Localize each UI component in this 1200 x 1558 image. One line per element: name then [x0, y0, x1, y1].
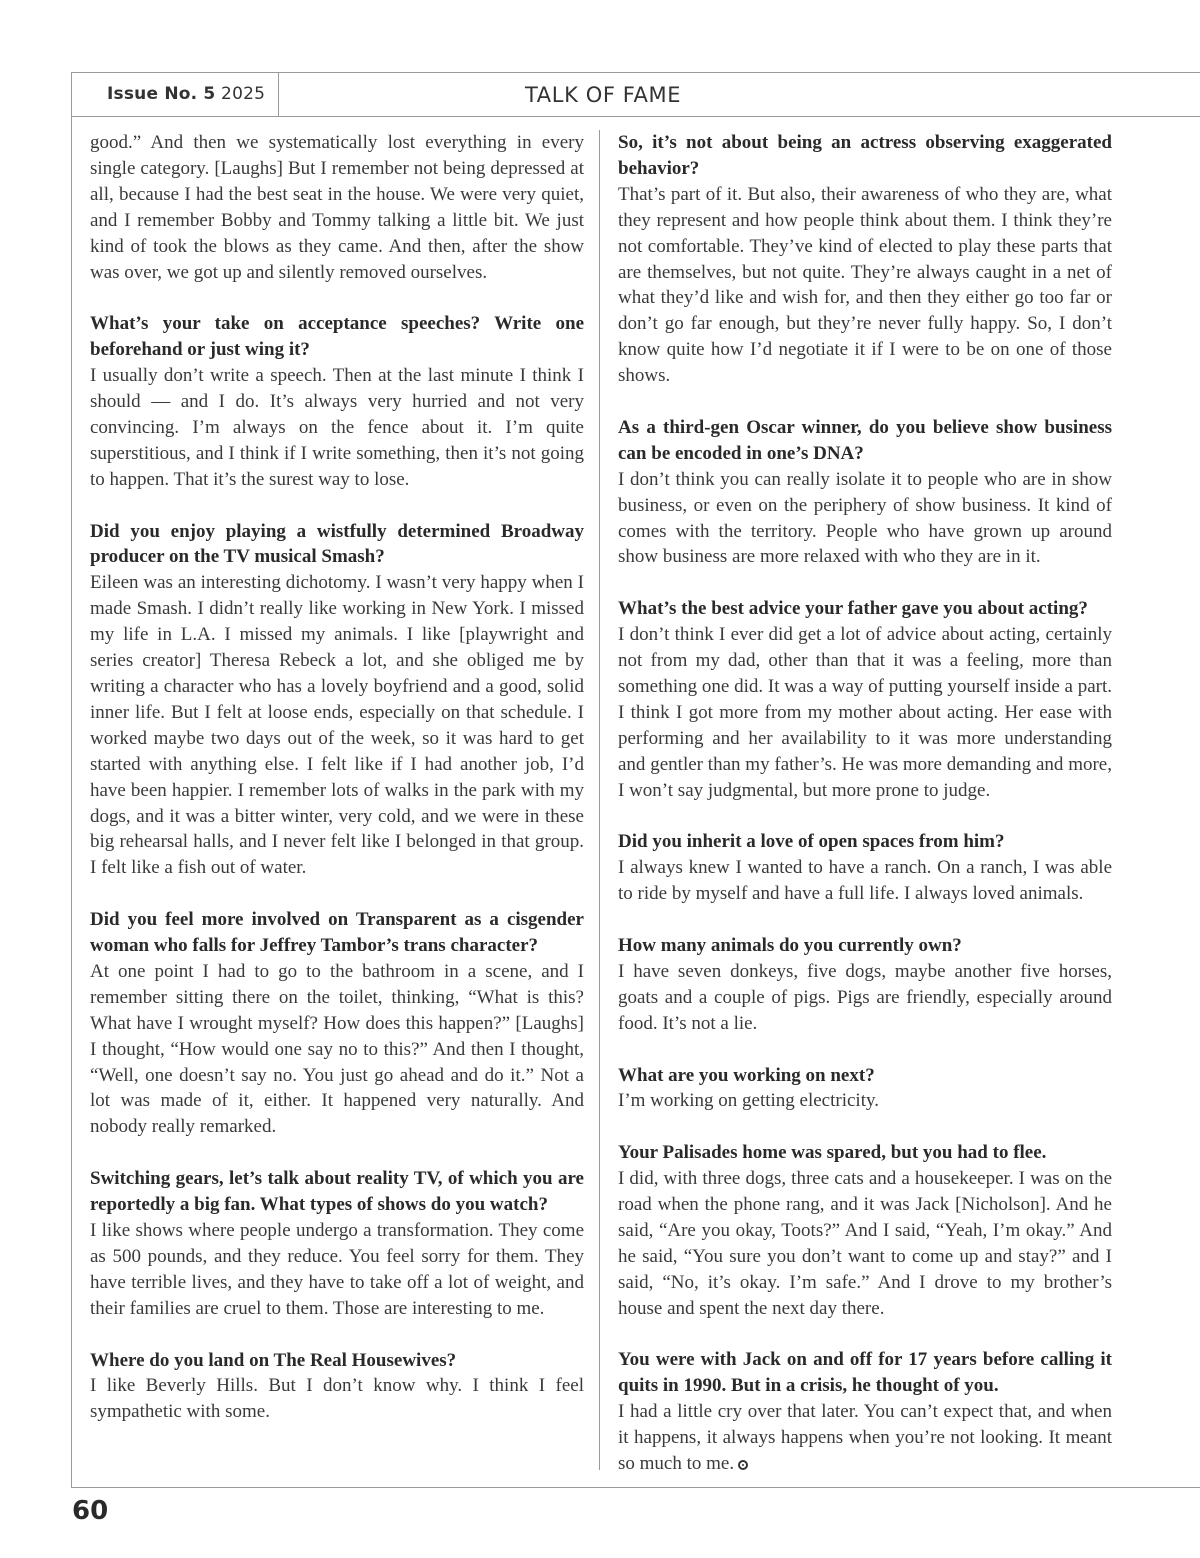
answer-paragraph: I have seven donkeys, five dogs, maybe another five horses, goats and a couple of pigs. Pigs are friendly, especially around food. It’s not a lie. [618, 960, 1112, 1034]
question-heading: As a third-gen Oscar winner, do you believe show business can be encoded in one’s DNA? [618, 416, 1112, 464]
question-heading: How many animals do you currently own? [618, 935, 962, 957]
question-heading: Did you feel more involved on Transparent as a cisgender woman who falls for Jeffrey Tambor’s trans character? [90, 909, 584, 957]
column-divider [599, 130, 600, 1470]
answer-paragraph: Eileen was an interesting dichotomy. I wasn’t very happy when I made Smash. I didn’t really like working in New York. I missed my life in L.A. I missed my animals. I like [playwright and series creator] Theresa Rebeck a lot, and she obliged me by writing a character who has a lovely boyfriend and a good, solid inner life. But I felt at loose ends, especially on that schedule. I worked maybe two days out of the week, so it was hard to get started with anything else. I felt like if I had another job, I’d have been happier. I remember lots of walks in the park with my dogs, and it was a bitter winter, very cold, and we were in these big rehearsal halls, and I never felt like I belonged in that group. I felt like a fish out of water. [90, 572, 584, 879]
issue-year: 2025 [221, 84, 266, 104]
question-heading: Did you enjoy playing a wistfully determined Broadway producer on the TV musical Smash? [90, 520, 584, 568]
answer-paragraph: I don’t think I ever did get a lot of advice about acting, certainly not from my dad, other than that it was a feeling, more than something one did. It was a way of putting yourself inside a part. I think I got more from my mother about acting. Her ease with performing and her availability to it was more understanding and gentler than my father’s. He was more demanding and more, I won’t say judgmental, but more prone to judge. [618, 624, 1112, 801]
final-answer-text: I had a little cry over that later. You can’t expect that, and when it happens, it always happens when you’re not looking. It meant so much to me. [618, 1401, 1112, 1475]
end-of-article-icon [738, 1460, 748, 1470]
question-heading: What’s the best advice your father gave you about acting? [618, 598, 1088, 620]
question-heading: Where do you land on The Real Housewives? [90, 1349, 457, 1371]
answer-paragraph: That’s part of it. But also, their awareness of who they are, what they represent and how people think about them. I think they’re not comfortable. They’ve kind of elected to play these parts that are themselves, but not quite. They’re always caught in a net of what they’d like and wish for, and then they either go too far or don’t go far enough, but they’re never fully happy. So, I don’t know quite how I’d negotiate it if I were to be on one of those shows. [618, 183, 1112, 387]
answer-paragraph: I’m working on getting electricity. [618, 1090, 879, 1112]
question-heading: Your Palisades home was spared, but you had to flee. [618, 1142, 1047, 1164]
answer-paragraph: At one point I had to go to the bathroom in a scene, and I remember sitting there on the toilet, thinking, “What is this? What have I wrought myself? How does this happen?” [Laughs] I thought, “How would one say no to this?” And then I thought, “Well, one doesn’t say no. You just go ahead and do it.” Not a lot was made of it, either. It happened very naturally. And nobody really remarked. [90, 960, 584, 1138]
question-heading: Did you inherit a love of open spaces from him? [618, 831, 1005, 853]
answer-paragraph: I did, with three dogs, three cats and a housekeeper. I was on the road when the phone rang, and it was Jack [Nicholson]. And he said, “Are you okay, Toots?” And I said, “Yeah, I’m okay.” And he said, “You sure you don’t want to come up and stay?” and I said, “No, it’s okay. I’m safe.” And I drove to my brother’s house and spent the next day there. [618, 1168, 1112, 1319]
question-heading: What are you working on next? [618, 1064, 875, 1086]
issue-number: Issue No. 5 [107, 84, 216, 104]
answer-paragraph: I usually don’t write a speech. Then at the last minute I think I should — and I do. It’s always very hurried and not very convincing. I’m always on the fence about it. I’m quite superstitious, and I think if I write something, then it’s not going to happen. That it’s the surest way to lose. [90, 365, 584, 490]
answer-paragraph: I like shows where people undergo a transformation. They come as 500 pounds, and they reduce. You feel sorry for them. They have terrible lives, and they have to take off a lot of weight, and their families are cruel to them. Those are interesting to me. [90, 1220, 584, 1319]
page-header [71, 72, 1200, 117]
page-number: 60 [72, 1496, 109, 1526]
answer-paragraph: I like Beverly Hills. But I don’t know why. I think I feel sympathetic with some. [90, 1375, 584, 1423]
left-column [90, 130, 584, 1425]
answer-paragraph: good.” And then we systematically lost everything in every single category. [Laughs] But I remember not being depressed at all, because I had the best seat in the house. We were very quiet, and I remember Bobby and Tommy talking a little bit. We just kind of took the blows as they came. And then, after the show was over, we got up and silently removed ourselves. [90, 132, 584, 283]
question-heading: What’s your take on acceptance speeches? Write one beforehand or just wing it? [90, 313, 584, 361]
magazine-title: TALK OF FAME [525, 83, 682, 107]
question-heading: You were with Jack on and off for 17 years before calling it quits in 1990. But in a crisis, he thought of you. [618, 1349, 1112, 1397]
answer-paragraph [618, 1399, 1112, 1477]
issue-box [71, 72, 279, 116]
question-heading: So, it’s not about being an actress observing exaggerated behavior? [618, 132, 1112, 179]
question-heading: Switching gears, let’s talk about reality TV, of which you are reportedly a big fan. What types of shows do you watch? [90, 1168, 584, 1216]
answer-paragraph: I don’t think you can really isolate it to people who are in show business, or even on the periphery of show business. It kind of comes with the territory. People who have grown up around show business are more relaxed with who they are in it. [618, 468, 1112, 568]
answer-paragraph: I always knew I wanted to have a ranch. On a ranch, I was able to ride by myself and have a full life. I always loved animals. [618, 857, 1112, 905]
issue-label [107, 84, 265, 104]
right-column [618, 130, 1112, 1477]
